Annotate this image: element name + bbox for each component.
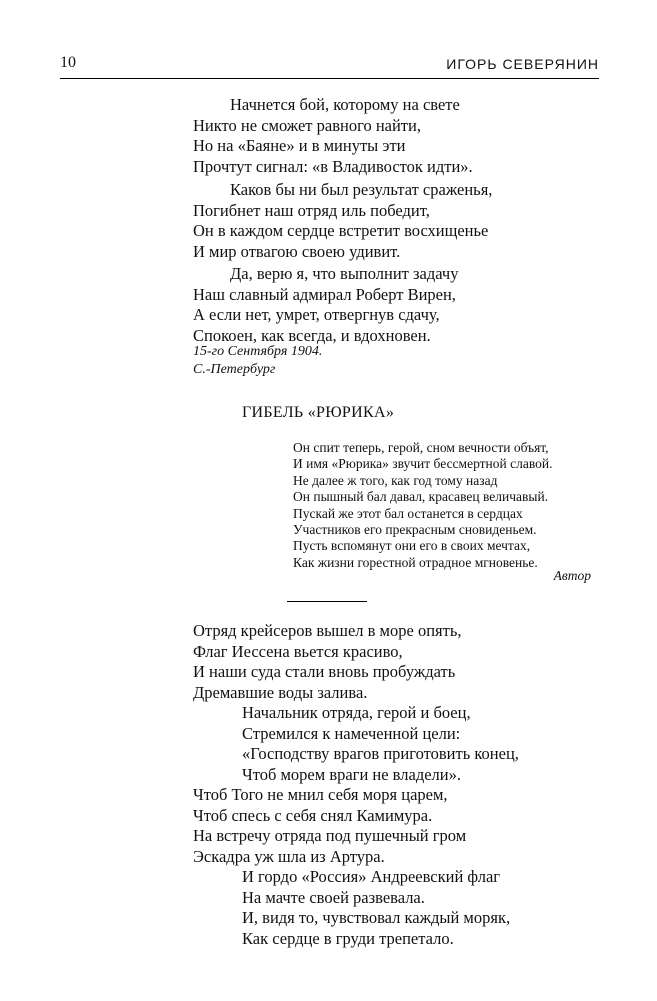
- epigraph: [293, 440, 553, 571]
- epigraph-line: Пускай же этот бал останется в сердцах: [293, 505, 523, 521]
- poem1-stanza-2: [193, 180, 492, 262]
- poem-line: Чтоб морем враги не владели».: [242, 764, 461, 784]
- epigraph-line: Он спит теперь, герой, сном вечности объят,: [293, 440, 549, 455]
- epigraph-line: И имя «Рюрика» звучит бессмертной славой.: [293, 456, 553, 472]
- poem-line: Как сердце в груди трепетало.: [242, 928, 454, 948]
- poem-line: И гордо «Россия» Андреевский флаг: [242, 867, 501, 886]
- poem-line: Спокоен, как всегда, и вдохновен.: [193, 325, 431, 345]
- poem2-stanza-1: [193, 621, 461, 703]
- poem-line: И мир отвагою своею удивит.: [193, 241, 401, 261]
- poem-line: Наш славный адмирал Роберт Вирен,: [193, 284, 456, 304]
- poem2-stanza-2: [242, 703, 519, 785]
- poem-line: На встречу отряда под пушечный гром: [193, 826, 467, 845]
- poem-line: Никто не сможет равного найти,: [193, 115, 421, 135]
- poem2-stanza-4: [242, 867, 510, 949]
- running-header: [60, 52, 599, 79]
- poem-line: Чтоб Того не мнил себя моря царем,: [193, 785, 448, 804]
- epigraph-line: Он пышный бал давал, красавец величавый.: [293, 489, 549, 505]
- place-text: С.-Петербург: [193, 362, 276, 377]
- poem2-stanza-3: [193, 785, 466, 867]
- poem-line: И, видя то, чувствовал каждый моряк,: [242, 908, 511, 927]
- poem-line: Но на «Баяне» и в минуты эти: [193, 136, 406, 155]
- epigraph-line: Участников его прекрасным сновиденьем.: [293, 522, 537, 538]
- poem2-title: ГИБЕЛЬ «РЮРИКА»: [242, 404, 395, 421]
- epigraph-line: Как жизни горестной отрадное мгновенье.: [293, 554, 538, 570]
- poem-line: Чтоб спесь с себя снял Камимура.: [193, 805, 433, 825]
- poem-line: Начнется бой, которому на свете: [230, 95, 460, 114]
- running-author: ИГОРЬ СЕВЕРЯНИН: [446, 56, 599, 72]
- poem-line: Флаг Иессена вьется красиво,: [193, 641, 403, 661]
- poem-line: А если нет, умрет, отвергнув сдачу,: [193, 305, 440, 324]
- date-text: 15-го Сентября 1904.: [193, 344, 323, 359]
- poem-line: Каков бы ни был результат сраженья,: [230, 180, 493, 199]
- poem-line: Прочтут сигнал: «в Владивосток идти».: [193, 156, 473, 176]
- poem-line: Да, верю я, что выполнит задачу: [230, 264, 459, 283]
- poem-line: Эскадра уж шла из Артура.: [193, 846, 385, 866]
- poem1-stanza-1: [193, 95, 473, 177]
- poem1-stanza-3: [193, 264, 458, 346]
- poem-line: Начальник отряда, герой и боец,: [242, 703, 471, 722]
- poem-line: Он в каждом сердце встретит восхищенье: [193, 221, 489, 240]
- epigraph-author: Автор: [553, 568, 591, 583]
- epigraph-line: Не далее ж того, как год тому назад: [293, 472, 498, 488]
- epigraph-line: Пусть вспомянут они его в своих мечтах,: [293, 538, 531, 554]
- poem1-dateline: [193, 343, 322, 379]
- poem-line: И наши суда стали вновь пробуждать: [193, 662, 456, 681]
- poem-line: «Господству врагов приготовить конец,: [242, 744, 519, 763]
- poem-line: Погибнет наш отряд иль победит,: [193, 200, 430, 220]
- poem-line: Дремавшие воды залива.: [193, 682, 368, 702]
- poem-line: На мачте своей развевала.: [242, 887, 425, 907]
- page-number: 10: [60, 54, 76, 71]
- poem-line: Отряд крейсеров вышел в море опять,: [193, 621, 462, 640]
- section-divider: [287, 601, 367, 602]
- poem-line: Стремился к намеченной цели:: [242, 723, 461, 743]
